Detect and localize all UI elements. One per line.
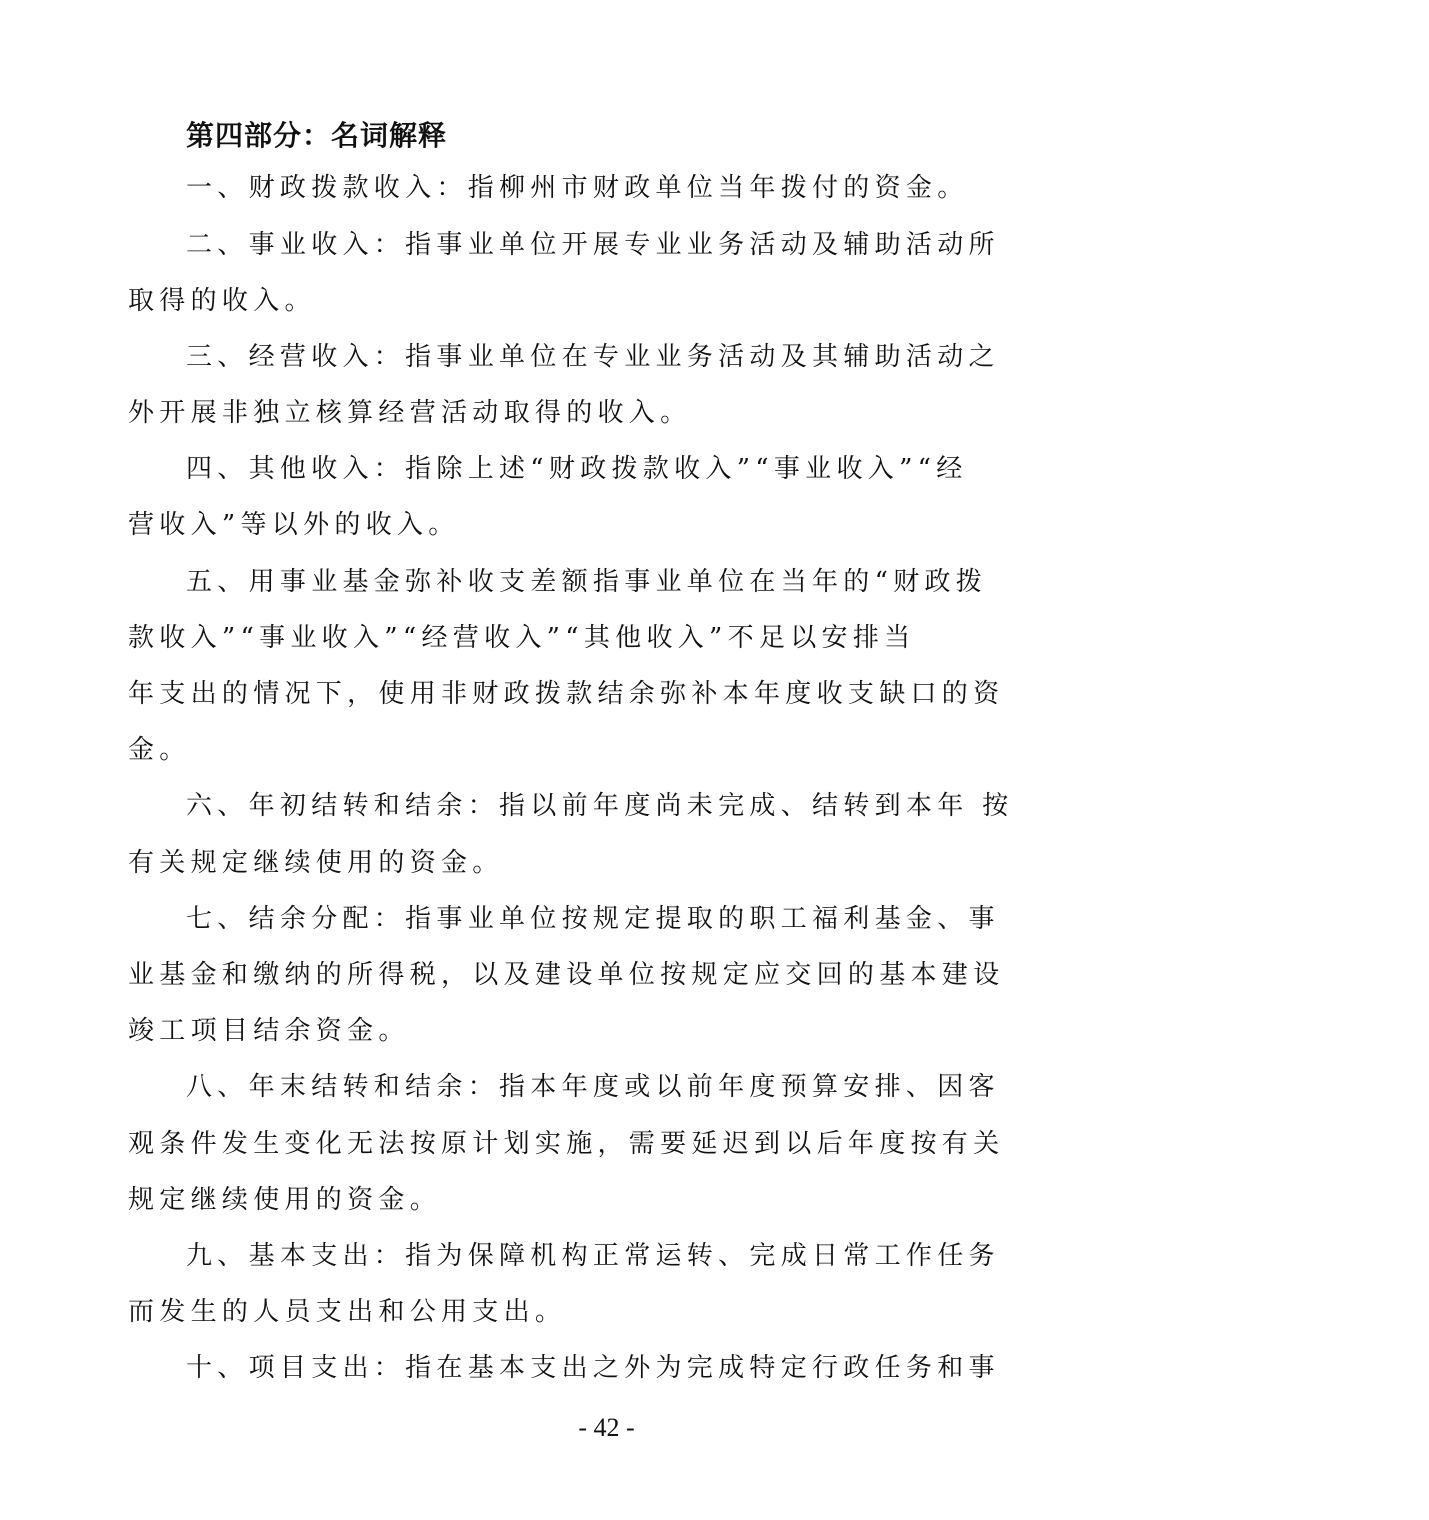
text-line: 五、用事业基金弥补收支差额指事业单位在当年的“财政拨: [186, 567, 988, 597]
text-line: 营收入”等以外的收入。: [128, 510, 460, 540]
text-line: 款收入”“事业收入”“经营收入”“其他收入”不足以安排当: [128, 623, 916, 653]
text-line: 观条件发生变化无法按原计划实施，需要延迟到以后年度按有关: [128, 1129, 1005, 1159]
text-line: 二、事业收入：指事业单位开展专业业务活动及辅助活动所: [186, 230, 1000, 260]
text-line: 八、年末结转和结余：指本年度或以前年度预算安排、因客: [186, 1072, 1000, 1102]
section-title: 第四部分：名词解释: [186, 119, 448, 152]
text-line: 年支出的情况下，使用非财政拨款结余弥补本年度收支缺口的资: [128, 679, 1005, 709]
text-line: 七、结余分配：指事业单位按规定提取的职工福利基金、事: [186, 904, 1000, 934]
text-line: 金。: [128, 735, 191, 765]
text-line: 外开展非独立核算经营活动取得的收入。: [128, 398, 692, 428]
text-line: 竣工项目结余资金。: [128, 1016, 410, 1046]
text-line: 规定继续使用的资金。: [128, 1185, 442, 1215]
text-line: 六、年初结转和结余：指以前年度尚未完成、结转到本年 按: [186, 791, 1014, 821]
text-line: 业基金和缴纳的所得税，以及建设单位按规定应交回的基本建设: [128, 960, 1005, 990]
text-line: 三、经营收入：指事业单位在专业业务活动及其辅助活动之: [186, 342, 1000, 372]
text-line: 取得的收入。: [128, 286, 316, 316]
text-line: 一、财政拨款收入：指柳州市财政单位当年拨付的资金。: [186, 173, 969, 203]
text-line: 有关规定继续使用的资金。: [128, 848, 504, 878]
text-line: 而发生的人员支出和公用支出。: [128, 1297, 567, 1327]
text-line: 十、项目支出：指在基本支出之外为完成特定行政任务和事: [186, 1353, 1000, 1383]
text-line: 九、基本支出：指为保障机构正常运转、完成日常工作任务: [186, 1241, 1000, 1271]
page-number: - 42 -: [578, 1413, 635, 1442]
text-line: 四、其他收入：指除上述“财政拨款收入”“事业收入”“经: [186, 454, 968, 484]
